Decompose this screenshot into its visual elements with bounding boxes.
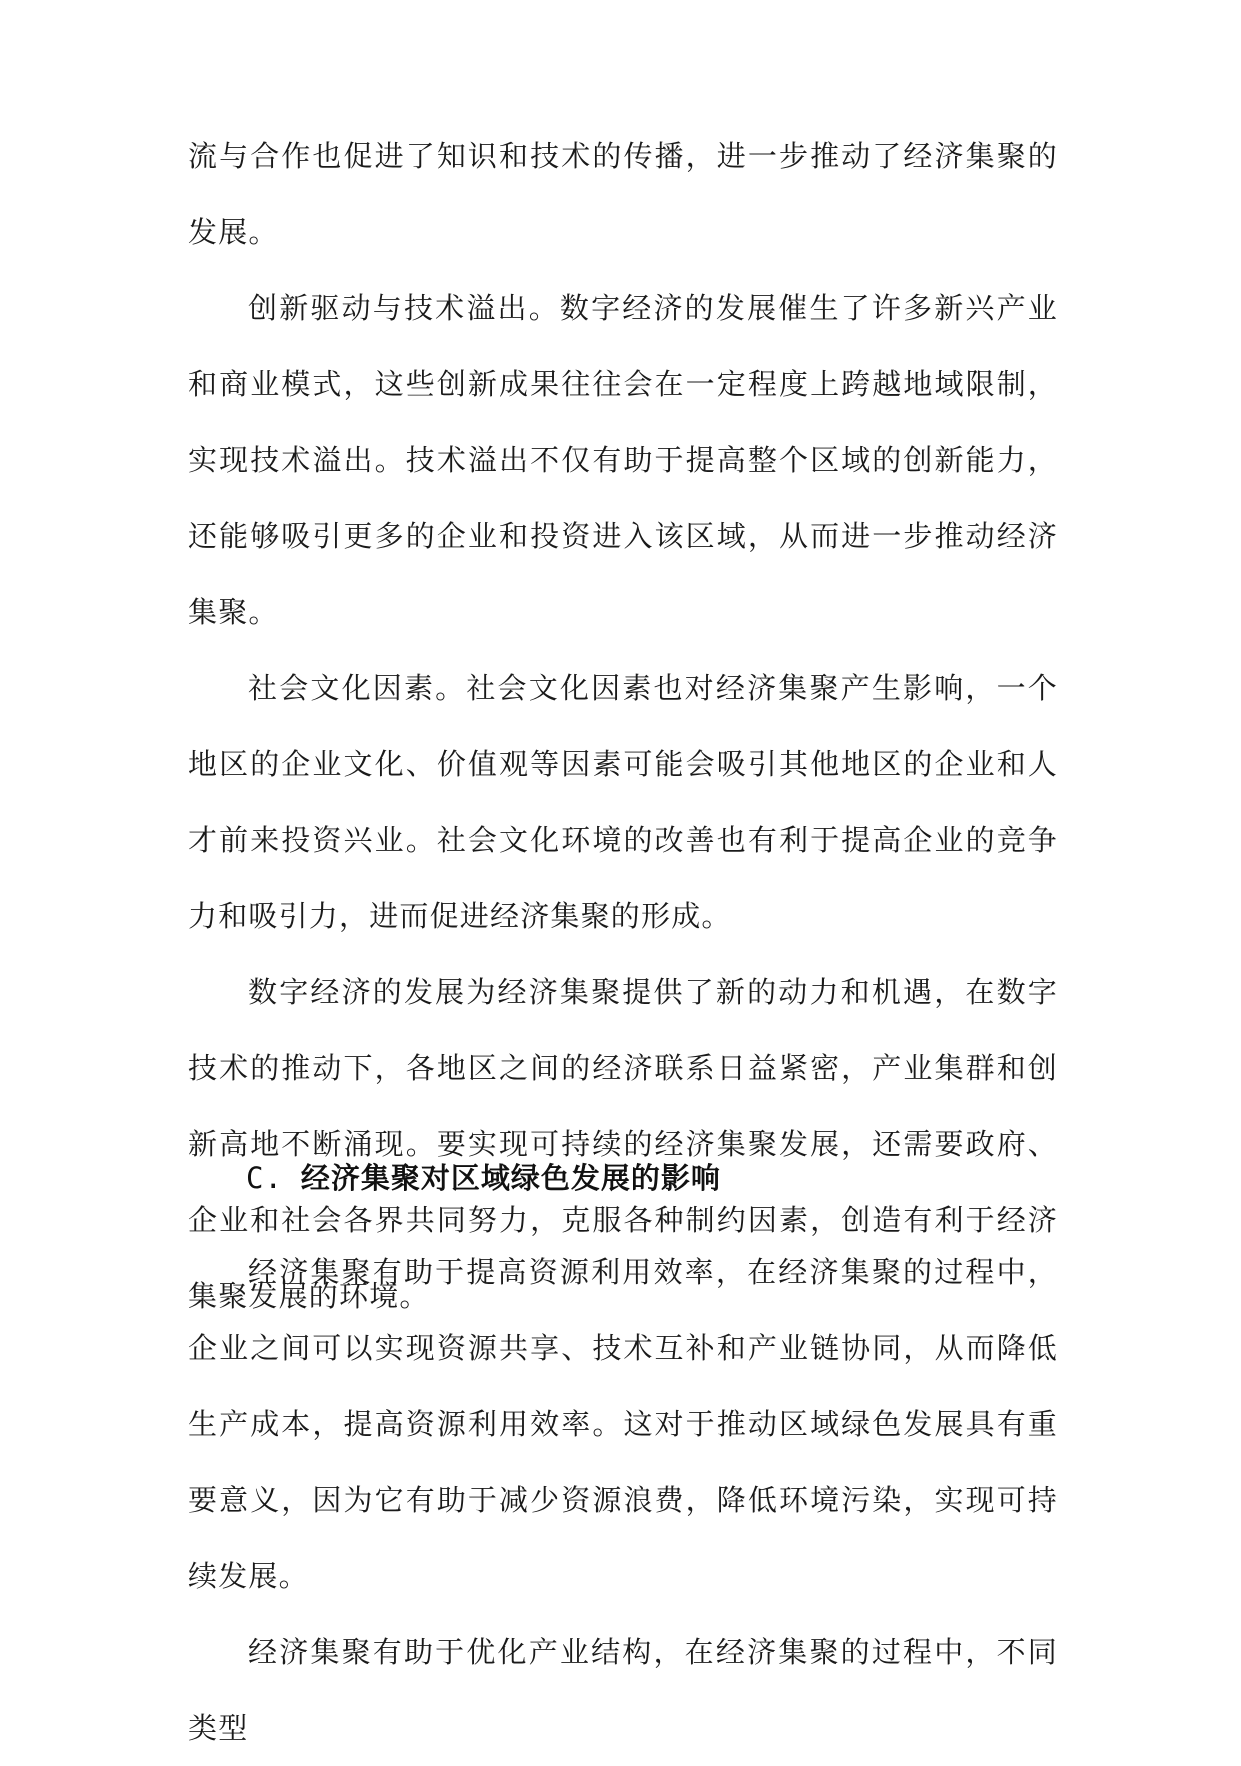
paragraph-industrial-structure: 经济集聚有助于优化产业结构，在经济集聚的过程中，不同类型 — [188, 1635, 1058, 1745]
body-text-top — [188, 118, 1058, 1334]
section-number: C. — [246, 1161, 283, 1195]
paragraph-digital-economy-summary: 数字经济的发展为经济集聚提供了新的动力和机遇，在数字技术的推动下，各地区之间的经济联系日益紧密，产业集群和创新高地不断涌现。要实现可持续的经济集聚发展，还需要政府、企业和社会各界共同努力，克服各种制约因素，创造有利于经济集聚发展的环境。 — [188, 975, 1058, 1313]
paragraph-resource-efficiency: 经济集聚有助于提高资源利用效率，在经济集聚的过程中，企业之间可以实现资源共享、技术互补和产业链协同，从而降低生产成本，提高资源利用效率。这对于推动区域绿色发展具有重要意义，因为它有助于减少资源浪费，降低环境污染，实现可持续发展。 — [188, 1255, 1058, 1593]
section-title: 经济集聚对区域绿色发展的影响 — [300, 1161, 721, 1195]
paragraph-continuation: 流与合作也促进了知识和技术的传播，进一步推动了经济集聚的发展。 — [188, 139, 1058, 249]
body-text-bottom — [188, 1234, 1058, 1766]
paragraph-social-culture: 社会文化因素。社会文化因素也对经济集聚产生影响，一个地区的企业文化、价值观等因素可能会吸引其他地区的企业和人才前来投资兴业。社会文化环境的改善也有利于提高企业的竞争力和吸引力，进而促进经济集聚的形成。 — [188, 671, 1058, 933]
section-heading — [246, 1158, 721, 1198]
paragraph-innovation: 创新驱动与技术溢出。数字经济的发展催生了许多新兴产业和商业模式，这些创新成果往往会在一定程度上跨越地域限制，实现技术溢出。技术溢出不仅有助于提高整个区域的创新能力，还能够吸引更多的企业和投资进入该区域，从而进一步推动经济集聚。 — [188, 291, 1058, 629]
